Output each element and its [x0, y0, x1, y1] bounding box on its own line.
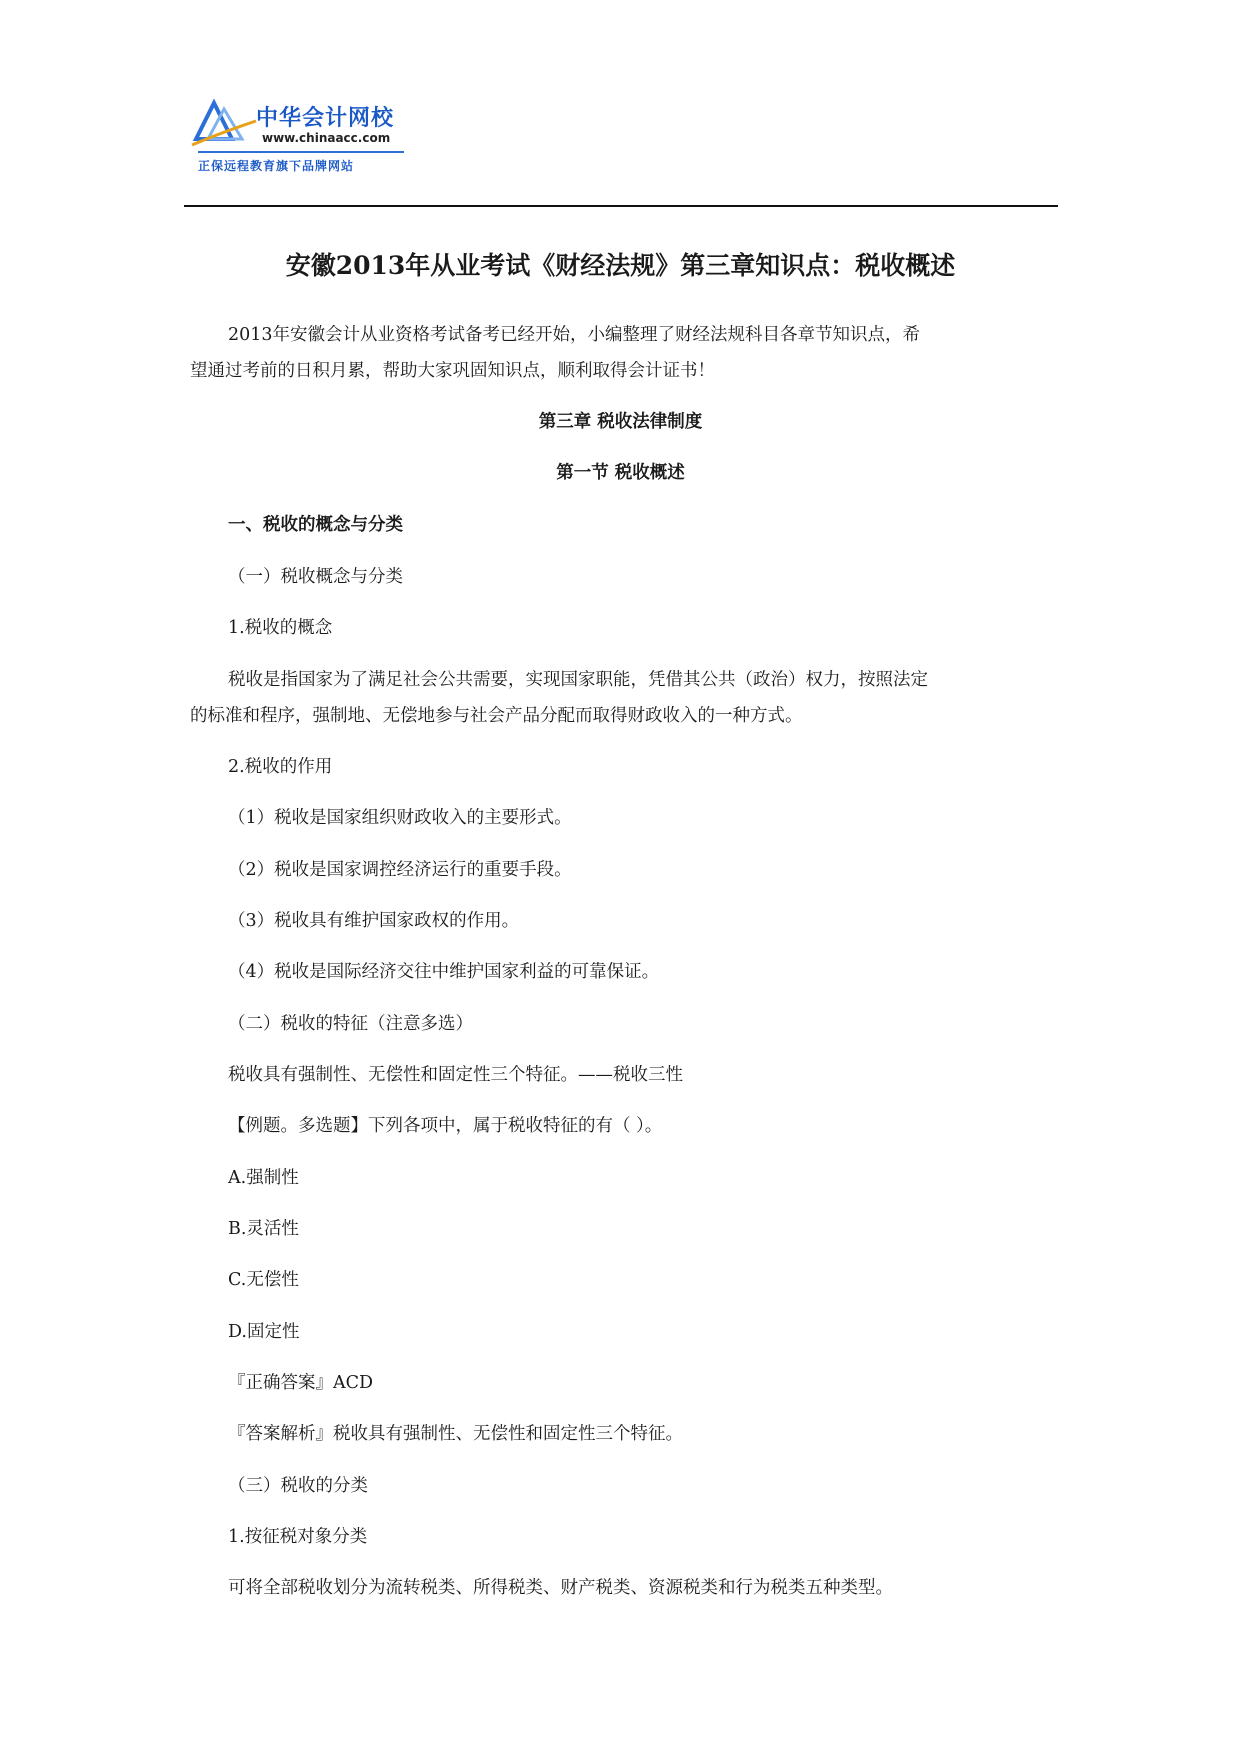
option-item: A.强制性: [228, 1168, 299, 1188]
correct-answer: 『正确答案』ACD: [228, 1373, 374, 1393]
logo: [190, 95, 420, 175]
item-3: 1.按征税对象分类: [228, 1527, 368, 1547]
logo-name: 中华会计网校: [256, 106, 395, 131]
role-item: （4）税收是国际经济交往中维护国家利益的可靠保证。: [228, 962, 660, 982]
logo-tagline: 正保远程教育旗下品牌网站: [198, 159, 355, 173]
logo-divider: [198, 151, 404, 153]
chapter-heading: 第三章 税收法律制度: [538, 412, 703, 432]
answer-analysis: 『答案解析』税收具有强制性、无偿性和固定性三个特征。: [228, 1424, 683, 1444]
page-title: 安徽2013年从业考试《财经法规》第三章知识点：税收概述: [285, 251, 956, 280]
option-item: B.灵活性: [228, 1219, 299, 1239]
subheading-1: （一）税收概念与分类: [228, 567, 403, 587]
subheading-3: （三）税收的分类: [228, 1476, 368, 1496]
role-item: （2）税收是国家调控经济运行的重要手段。: [228, 860, 572, 880]
section-heading: 第一节 税收概述: [556, 463, 685, 483]
option-item: D.固定性: [228, 1322, 300, 1342]
intro-line-2: 望通过考前的日积月累，帮助大家巩固知识点，顺利取得会计证书！: [190, 361, 715, 381]
classification-text: 可将全部税收划分为流转税类、所得税类、财产税类、资源税类和行为税类五种类型。: [228, 1578, 893, 1598]
subheading-2: （二）税收的特征（注意多选）: [228, 1014, 473, 1034]
role-item: （3）税收具有维护国家政权的作用。: [228, 911, 520, 931]
heading-1: 一、税收的概念与分类: [228, 515, 403, 535]
logo-graphic-icon: [190, 95, 260, 153]
role-item: （1）税收是国家组织财政收入的主要形式。: [228, 808, 572, 828]
item-1: 1.税收的概念: [228, 618, 333, 638]
definition-line-1: 税收是指国家为了满足社会公共需要，实现国家职能，凭借其公共（政治）权力，按照法定: [228, 670, 928, 690]
option-item: C.无偿性: [228, 1270, 299, 1290]
definition-line-2: 的标准和程序，强制地、无偿地参与社会产品分配而取得财政收入的一种方式。: [190, 706, 803, 726]
header-rule: [184, 205, 1058, 207]
features-text: 税收具有强制性、无偿性和固定性三个特征。——税收三性: [228, 1065, 683, 1085]
example-question: 【例题。多选题】下列各项中，属于税收特征的有（ ）。: [228, 1116, 663, 1136]
item-2: 2.税收的作用: [228, 757, 333, 777]
intro-line-1: 2013年安徽会计从业资格考试备考已经开始，小编整理了财经法规科目各章节知识点，希: [228, 325, 921, 345]
logo-url: www.chinaacc.com: [262, 131, 391, 145]
